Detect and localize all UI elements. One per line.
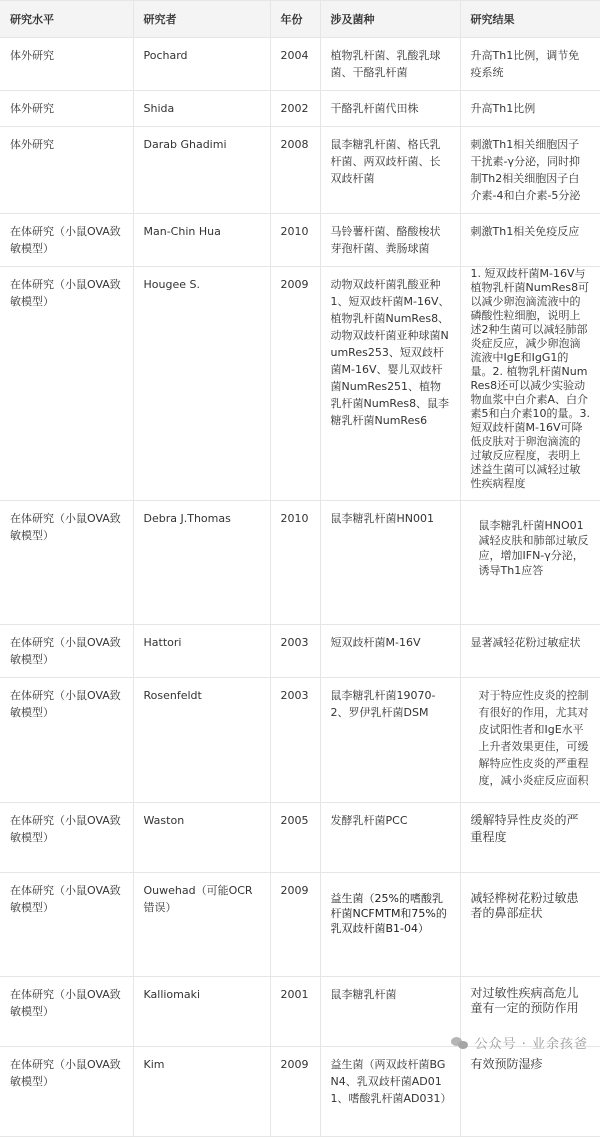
cell-level: 体外研究 <box>0 91 133 127</box>
cell-year: 2009 <box>270 1047 320 1137</box>
table-row <box>0 1047 600 1137</box>
cell-strains: 动物双歧杆菌乳酸亚种1、短双歧杆菌M-16V、植物乳杆菌NumRes8、动物双歧杆菌亚种球菌NumRes253、短双歧杆菌M-16V、婴儿双歧杆菌NumRes251、植物乳杆菌NumRes8、鼠李糖乳杆菌NumRes6 <box>320 267 460 501</box>
watermark-text: 公众号 · 业余孩爸 <box>474 1037 588 1052</box>
cell-result: 对于特应性皮炎的控制有很好的作用，尤其对皮试阳性者和IgE水平上升者效果更佳，可缓解特应性皮炎的严重程度，减小炎症反应面积 <box>460 678 600 803</box>
cell-researcher: Waston <box>133 803 270 873</box>
cell-result: 减轻桦树花粉过敏患者的鼻部症状 <box>460 873 600 977</box>
cell-level: 在体研究（小鼠OVA致敏模型） <box>0 214 133 267</box>
header-researcher: 研究者 <box>133 1 270 38</box>
cell-level: 体外研究 <box>0 38 133 91</box>
header-row <box>0 1 600 38</box>
header-result: 研究结果 <box>460 1 600 38</box>
cell-year: 2010 <box>270 214 320 267</box>
table-row <box>0 873 600 977</box>
cell-result: 1. 短双歧杆菌M-16V与植物乳杆菌NumRes8可以减少卵泡滴流液中的磷酸性粒细胞，说明上述2种生菌可以减轻肺部炎症反应，减少卵泡滴流液中IgE和IgG1的量。2. 植物乳杆菌NumRes8还可以减少实验动物血浆中白介素A、白介素5和白介素10的量。3. 短双歧杆菌M-16V可降低皮肤对于卵泡滴流的过敏反应程度，表明上述益生菌可以减轻过敏性疾病程度 <box>460 267 600 501</box>
cell-strains: 益生菌（两双歧杆菌BGN4、乳双歧杆菌AD011、嗜酸乳杆菌AD031） <box>320 1047 460 1137</box>
cell-result: 刺激Th1相关细胞因子干扰素-γ分泌，同时抑制Th2相关细胞因子白介素-4和白介素-5分泌 <box>460 127 600 214</box>
cell-strains: 发酵乳杆菌PCC <box>320 803 460 873</box>
cell-strains: 植物乳杆菌、乳酸乳球菌、干酪乳杆菌 <box>320 38 460 91</box>
cell-year: 2005 <box>270 803 320 873</box>
header-strains: 涉及菌种 <box>320 1 460 38</box>
cell-year: 2010 <box>270 501 320 625</box>
cell-level: 在体研究（小鼠OVA致敏模型） <box>0 678 133 803</box>
wechat-icon <box>451 1036 469 1050</box>
cell-result: 刺激Th1相关免疫反应 <box>460 214 600 267</box>
cell-level: 在体研究（小鼠OVA致敏模型） <box>0 873 133 977</box>
cell-year: 2002 <box>270 91 320 127</box>
table-row <box>0 91 600 127</box>
cell-level: 在体研究（小鼠OVA致敏模型） <box>0 625 133 678</box>
table-row <box>0 214 600 267</box>
table-row <box>0 267 600 501</box>
table-row <box>0 501 600 625</box>
table-row <box>0 38 600 91</box>
cell-researcher: Kalliomaki <box>133 977 270 1047</box>
cell-result: 升高Th1比例，调节免疫系统 <box>460 38 600 91</box>
cell-level: 在体研究（小鼠OVA致敏模型） <box>0 977 133 1047</box>
cell-level: 在体研究（小鼠OVA致敏模型） <box>0 803 133 873</box>
cell-year: 2008 <box>270 127 320 214</box>
table-row <box>0 127 600 214</box>
cell-year: 2001 <box>270 977 320 1047</box>
cell-result: 显著减轻花粉过敏症状 <box>460 625 600 678</box>
cell-strains: 鼠李糖乳杆菌HN001 <box>320 501 460 625</box>
cell-result: 升高Th1比例 <box>460 91 600 127</box>
cell-researcher: Pochard <box>133 38 270 91</box>
cell-strains: 短双歧杆菌M-16V <box>320 625 460 678</box>
cell-result: 鼠李糖乳杆菌HNO01减轻皮肤和肺部过敏反应，增加IFN-γ分泌，诱导Th1应答 <box>460 501 600 625</box>
cell-level: 在体研究（小鼠OVA致敏模型） <box>0 1047 133 1137</box>
cell-researcher: Kim <box>133 1047 270 1137</box>
cell-researcher: Ouwehad（可能OCR错误） <box>133 873 270 977</box>
cell-researcher: Hougee S. <box>133 267 270 501</box>
header-year: 年份 <box>270 1 320 38</box>
cell-researcher: Shida <box>133 91 270 127</box>
cell-level: 在体研究（小鼠OVA致敏模型） <box>0 501 133 625</box>
cell-researcher: Darab Ghadimi <box>133 127 270 214</box>
cell-year: 2004 <box>270 38 320 91</box>
cell-strains: 鼠李糖乳杆菌 <box>320 977 460 1047</box>
table-row <box>0 625 600 678</box>
cell-result: 有效预防湿疹 <box>460 1047 600 1137</box>
cell-strains: 鼠李糖乳杆菌、格氏乳杆菌、两双歧杆菌、长双歧杆菌 <box>320 127 460 214</box>
cell-year: 2003 <box>270 678 320 803</box>
cell-result: 对过敏性疾病高危儿童有一定的预防作用 <box>460 977 600 1047</box>
cell-level: 在体研究（小鼠OVA致敏模型） <box>0 267 133 501</box>
watermark <box>451 1033 588 1052</box>
cell-result: 缓解特异性皮炎的严重程度 <box>460 803 600 873</box>
cell-level: 体外研究 <box>0 127 133 214</box>
cell-strains: 益生菌（25%的嗜酸乳杆菌NCFMTM和75%的乳双歧杆菌B1-04） <box>320 873 460 977</box>
cell-year: 2009 <box>270 267 320 501</box>
cell-year: 2003 <box>270 625 320 678</box>
cell-researcher: Man-Chin Hua <box>133 214 270 267</box>
header-level: 研究水平 <box>0 1 133 38</box>
table-row <box>0 803 600 873</box>
cell-researcher: Hattori <box>133 625 270 678</box>
table-row <box>0 678 600 803</box>
cell-researcher: Debra J.Thomas <box>133 501 270 625</box>
cell-strains: 鼠李糖乳杆菌19070-2、罗伊乳杆菌DSM <box>320 678 460 803</box>
cell-strains: 马铃薯杆菌、酪酸梭状芽孢杆菌、粪肠球菌 <box>320 214 460 267</box>
cell-year: 2009 <box>270 873 320 977</box>
cell-strains: 干酪乳杆菌代田株 <box>320 91 460 127</box>
cell-researcher: Rosenfeldt <box>133 678 270 803</box>
